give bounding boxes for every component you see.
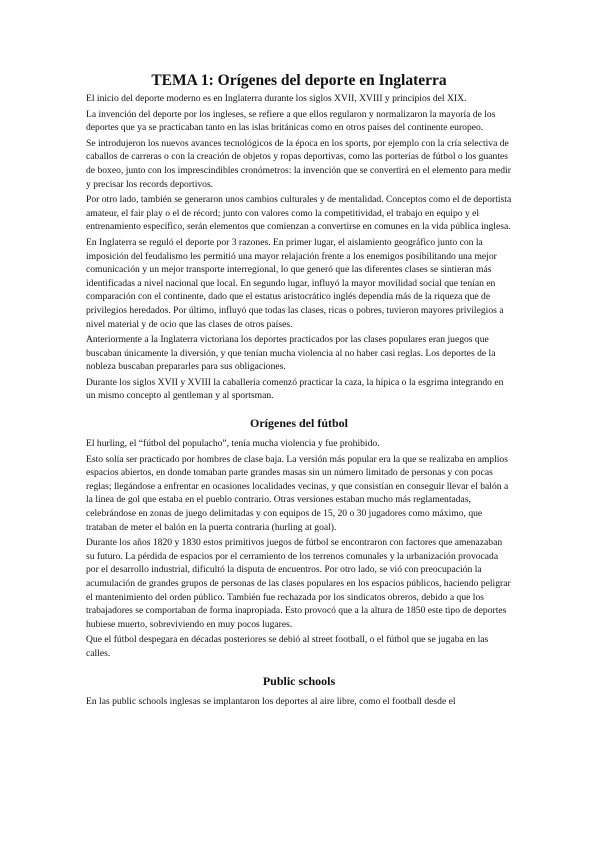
paragraph: Durante los años 1820 y 1830 estos primitivos juegos de fútbol se encontraron con factores que amenazaban su futuro. La pérdida de espacios por el cerramiento de los terrenos comunales y la urbanización provocada por el desarrollo industrial, dificultó la disputa de encuentros. Por otro lado, se vió con preocupación la acumulación de grandes grupos de personas de las clases populares en los espacios públicos, haciendo peligrar el mantenimiento del orden público. También fue rechazada por los sindicatos obreros, debido a que los trabajadores se comportaban de forma inapropiada. Esto provocó que a la altura de 1850 este tipo de deportes hubiese muerto, sobreviviendo en muy pocos lugares. (86, 537, 511, 630)
paragraph: La invención del deporte por los ingleses, se refiere a que ellos regularon y normalizaron la mayoría de los deportes que ya se practicaban tanto en las islas británicas como en otros países del continente europeo. (86, 108, 496, 134)
paragraph: Por otro lado, también se generaron unos cambios culturales y de mentalidad. Conceptos como el de deportista amateur, el fair play o el de récord; junto con valores como la competitividad, el trabajo en equipo y el entrenamiento específico, serán elementos que comienzan a convertirse en comunes en la vida pública inglesa. (86, 194, 512, 233)
paragraph: En Inglaterra se reguló el deporte por 3 razones. En primer lugar, el aislamiento geográfico junto con la imposición del feudalismo les permitió una mayor relajación frente a los enemigos posibilitando una mejor comunicación y un mejor transporte interregional, lo que generó que las diferentes clases se sintieran más identificadas a nivel nacional que local. En segundo lugar, influyó la mayor movilidad social que tenían en comparación con el continente, dado que el estatus aristocrático inglés dependía más de la riqueza que de privilegios heredados. Por último, influyó que todas las clases, ricas o pobres, tuvieron mayores privilegios a nivel material y de ocio que las clases de otros países. (86, 236, 504, 330)
section-heading-public-schools: Public schools (262, 673, 336, 688)
intro-section (86, 92, 512, 403)
section-heading-football: Orígenes del fútbol (250, 416, 348, 431)
document-title: TEMA 1: Orígenes del deporte en Inglaterra (151, 72, 447, 89)
paragraph: En las public schools inglesas se implantaron los deportes al aire libre, como el football desde el (86, 695, 456, 707)
paragraph: Se introdujeron los nuevos avances tecnológicos de la época en los sports, por ejemplo con la cría selectiva de caballos de carreras o con la creación de objetos y ropas deportivas, como las porterías de fútbol o los guantes de boxeo, junto con los imprescindibles cronómetros: la invención que se convertirá en el elemento para medir y precisar los records deportivos. (86, 137, 511, 190)
paragraph: El inicio del deporte moderno es en Inglaterra durante los siglos XVII, XVIII y principios del XIX. (86, 93, 467, 104)
public-schools-section (86, 695, 512, 709)
paragraph: El hurling, el “fútbol del populacho”, tenía mucha violencia y fue prohibido. (86, 438, 380, 450)
paragraph: Que el fútbol despegara en décadas posteriores se debió al street football, o el fútbol que se jugaba en las calles. (86, 634, 489, 659)
football-section (86, 437, 512, 661)
paragraph: Anteriormente a la Inglaterra victoriana los deportes practicados por las clases populares eran juegos que buscaban únicamente la diversión, y que tenían mucha violencia al no haber casi reglas. Los deportes de la nobleza buscaban prepararles para sus obligaciones. (86, 334, 496, 373)
paragraph: Durante los siglos XVII y XVIII la caballería comenzó practicar la caza, la hípica o la esgrima integrando en un mismo concepto al gentleman y al sportsman. (86, 376, 504, 402)
paragraph: Esto solía ser practicado por hombres de clase baja. La versión más popular era la que se realizaba en amplios espacios abiertos, en donde tomaban parte grandes masas sin un número limitado de personas y con pocas reglas; llegándose a enfrentar en ocasiones localidades vecinas, y que consistían en conseguir llevar el balón a la línea de gol que estaba en el pueblo contrario. Otras versiones estaban mucho más reglamentadas, celebrándose en zonas de juego delimitadas y con equipos de 15, 20 o 30 jugadores como máximo, que trataban de meter el balón en la puerta contraria (hurling at goal). (86, 453, 509, 533)
